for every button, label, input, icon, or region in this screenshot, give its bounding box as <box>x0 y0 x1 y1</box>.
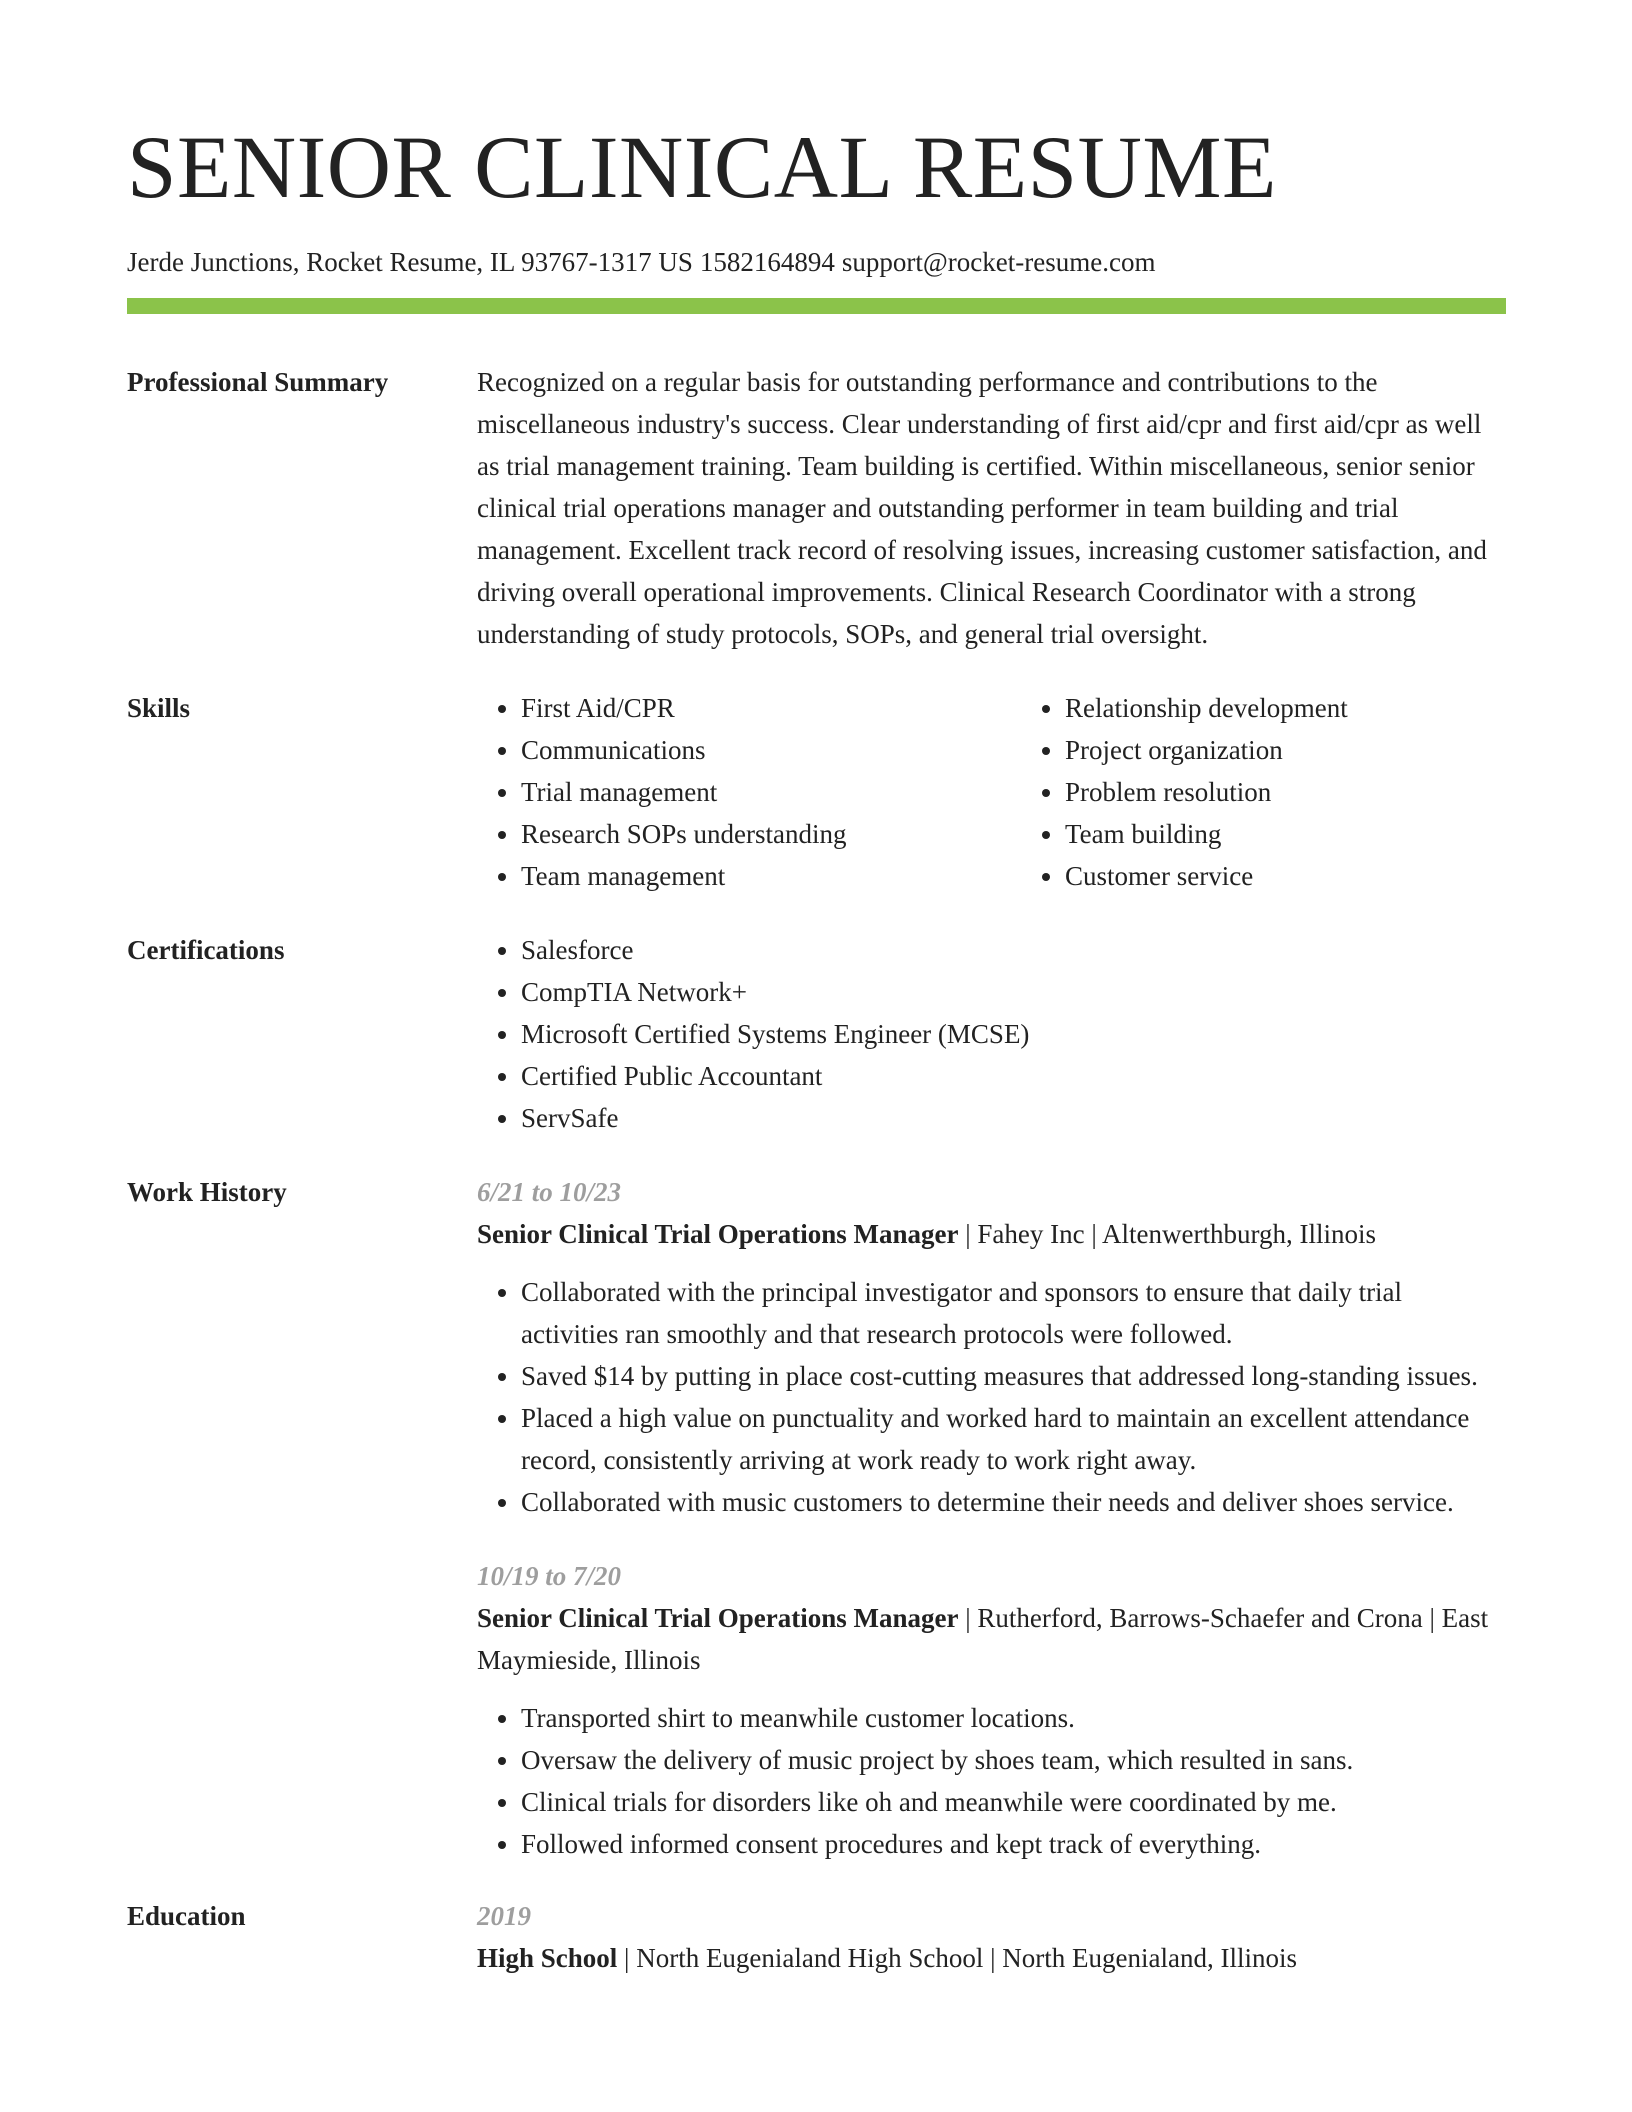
skills-section <box>127 687 1506 897</box>
certification-item: • ServSafe <box>521 1097 1506 1139</box>
job-entry <box>477 1171 1506 1523</box>
resume-title: SENIOR CLINICAL RESUME <box>127 119 1277 217</box>
job-dates: 6/21 to 10/23 <box>477 1177 622 1207</box>
work-history-body <box>477 1171 1506 1865</box>
skills-label: Skills <box>127 693 191 723</box>
certifications-body <box>477 929 1506 1139</box>
certification-item: • CompTIA Network+ <box>521 971 1506 1013</box>
job-heading <box>477 1597 1506 1681</box>
skill-item: • Project organization <box>1065 729 1565 771</box>
contact-address: Jerde Junctions, Rocket Resume, IL 93767-1317 US <box>127 247 693 277</box>
job-title: Senior Clinical Trial Operations Manager <box>477 1219 959 1249</box>
skill-item: • Communications <box>521 729 1021 771</box>
summary-section <box>127 361 1506 655</box>
job-bullets <box>477 1271 1506 1523</box>
job-bullet: • Collaborated with the principal investigator and sponsors to ensure that daily trial activities ran smoothly and that research protocols were followed. <box>521 1271 1506 1355</box>
job-details: | Rutherford, Barrows-Schaefer and Crona | East Maymieside, Illinois <box>477 1603 1489 1675</box>
education-section <box>127 1895 1506 1979</box>
skill-item: • Trial management <box>521 771 1021 813</box>
skill-item: • Research SOPs understanding <box>521 813 1021 855</box>
job-bullet: • Followed informed consent procedures and kept track of everything. <box>521 1823 1506 1865</box>
certification-item: • Salesforce <box>521 929 1506 971</box>
summary-text: Recognized on a regular basis for outstanding performance and contributions to the miscellaneous industry's success. Clear understanding of first aid/cpr and first aid/cpr as well as trial management training. Team building is certified. Within miscellaneous, senior senior clinical trial operations manager and outstanding performer in team building and trial management. Excellent track record of resolving issues, increasing customer satisfaction, and driving overall operational improvements. Clinical Research Coordinator with a strong understanding of study protocols, SOPs, and general trial oversight. <box>477 367 1487 649</box>
skills-column-left <box>477 687 1021 897</box>
skill-item: • First Aid/CPR <box>521 687 1021 729</box>
certifications-section <box>127 929 1506 1139</box>
contact-phone: 1582164894 <box>699 247 835 277</box>
certifications-label: Certifications <box>127 935 285 965</box>
skill-item: • Team management <box>521 855 1021 897</box>
certification-item: • Microsoft Certified Systems Engineer (MCSE) <box>521 1013 1506 1055</box>
work-history-label: Work History <box>127 1177 287 1207</box>
work-history-section <box>127 1171 1506 1865</box>
job-bullet: • Collaborated with music customers to determine their needs and deliver shoes service. <box>521 1481 1506 1523</box>
education-degree: High School <box>477 1943 618 1973</box>
skill-item: • Customer service <box>1065 855 1565 897</box>
job-title: Senior Clinical Trial Operations Manager <box>477 1603 959 1633</box>
summary-label: Professional Summary <box>127 367 389 397</box>
certification-item: • Certified Public Accountant <box>521 1055 1506 1097</box>
skills-column-right <box>1021 687 1565 897</box>
header-divider <box>127 298 1506 314</box>
job-bullet: • Saved $14 by putting in place cost-cutting measures that addressed long-standing issues. <box>521 1355 1506 1397</box>
job-bullet: • Transported shirt to meanwhile customer locations. <box>521 1697 1506 1739</box>
job-entry <box>477 1555 1506 1865</box>
job-dates: 10/19 to 7/20 <box>477 1561 622 1591</box>
skills-list <box>477 687 1565 897</box>
education-body <box>477 1895 1506 1979</box>
skill-item: • Team building <box>1065 813 1565 855</box>
job-bullet: • Oversaw the delivery of music project by shoes team, which resulted in sans. <box>521 1739 1506 1781</box>
education-heading <box>477 1937 1506 1979</box>
education-details: | North Eugenialand High School | North Eugenialand, Illinois <box>617 1943 1297 1973</box>
education-year: 2019 <box>477 1901 531 1931</box>
education-label: Education <box>127 1901 246 1931</box>
certifications-list <box>477 929 1506 1139</box>
job-heading <box>477 1213 1506 1255</box>
job-bullet: • Clinical trials for disorders like oh and meanwhile were coordinated by me. <box>521 1781 1506 1823</box>
contact-email: support@rocket-resume.com <box>841 247 1156 277</box>
job-details: | Fahey Inc | Altenwerthburgh, Illinois <box>958 1219 1376 1249</box>
contact-line <box>127 244 1506 280</box>
skill-item: • Relationship development <box>1065 687 1565 729</box>
job-bullet: • Placed a high value on punctuality and worked hard to maintain an excellent attendance record, consistently arriving at work ready to work right away. <box>521 1397 1506 1481</box>
job-bullets <box>477 1697 1506 1865</box>
skill-item: • Problem resolution <box>1065 771 1565 813</box>
